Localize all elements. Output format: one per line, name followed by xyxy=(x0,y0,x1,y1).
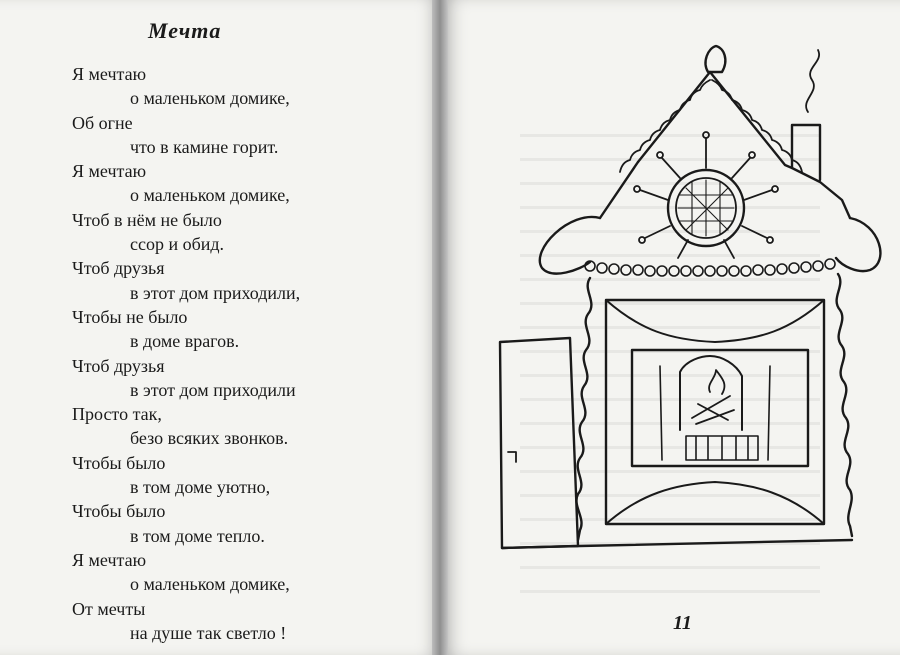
right-eave-curl xyxy=(836,218,880,271)
right-wall xyxy=(837,274,852,536)
poem-line: в том доме уютно, xyxy=(130,477,271,498)
poem-line: в доме врагов. xyxy=(130,331,240,352)
poem-line: Просто так, xyxy=(72,404,162,425)
poem-line: Я мечтаю xyxy=(72,161,147,182)
roof-gable-left xyxy=(600,162,638,218)
poem-line: Я мечтаю xyxy=(72,64,147,84)
attic-window-grid xyxy=(678,180,734,236)
poem-line: в том доме тепло. xyxy=(130,525,265,546)
open-door xyxy=(500,338,578,548)
left-eave-curl xyxy=(540,217,600,274)
poem-line: Я мечтаю xyxy=(72,549,147,570)
poem-line: в этот дом приходили, xyxy=(130,282,301,303)
roof-scallops-left xyxy=(620,80,710,172)
window-curtain-bottom xyxy=(606,482,824,524)
fire-logs xyxy=(692,370,734,424)
poem-line: о маленьком домике, xyxy=(130,88,290,109)
poem-line: о маленьком домике, xyxy=(130,574,290,595)
poem-line: что в камине горит. xyxy=(130,136,279,157)
poem-line: безо всяких звонков. xyxy=(130,428,289,449)
poem-line: Чтоб друзья xyxy=(72,258,165,279)
poem-line: От мечты xyxy=(72,598,146,619)
poem-line: в этот дом приходили xyxy=(130,379,296,400)
left-wall xyxy=(576,278,591,540)
page-number: 11 xyxy=(673,612,692,634)
poem-line: Чтобы не было xyxy=(72,306,188,327)
left-page xyxy=(0,0,440,655)
poem-line: Чтоб друзья xyxy=(72,355,165,376)
poem-line: Чтобы было xyxy=(72,452,166,473)
roof-bead-row xyxy=(585,259,835,276)
poem-title: Мечта xyxy=(148,18,222,43)
poem-line: Чтоб в нём не было xyxy=(72,209,222,230)
house-drawing xyxy=(440,0,900,655)
poem-line: Об огне xyxy=(72,112,133,133)
fireplace xyxy=(632,350,808,466)
fireplace-grate xyxy=(686,436,758,460)
window-frame xyxy=(606,300,824,524)
poem-line: на душе так светло ! xyxy=(130,622,287,643)
chimney xyxy=(792,125,820,180)
poem-line: ссор и обид. xyxy=(130,234,225,255)
chimney-smoke xyxy=(806,50,819,112)
window-curtain-top xyxy=(606,300,824,342)
roof-scallops-right xyxy=(712,80,802,172)
poem-line: о маленьком домике, xyxy=(130,185,290,206)
poem-body xyxy=(72,62,300,645)
roof-finial xyxy=(706,46,726,72)
poem-line: Чтобы было xyxy=(72,501,166,522)
